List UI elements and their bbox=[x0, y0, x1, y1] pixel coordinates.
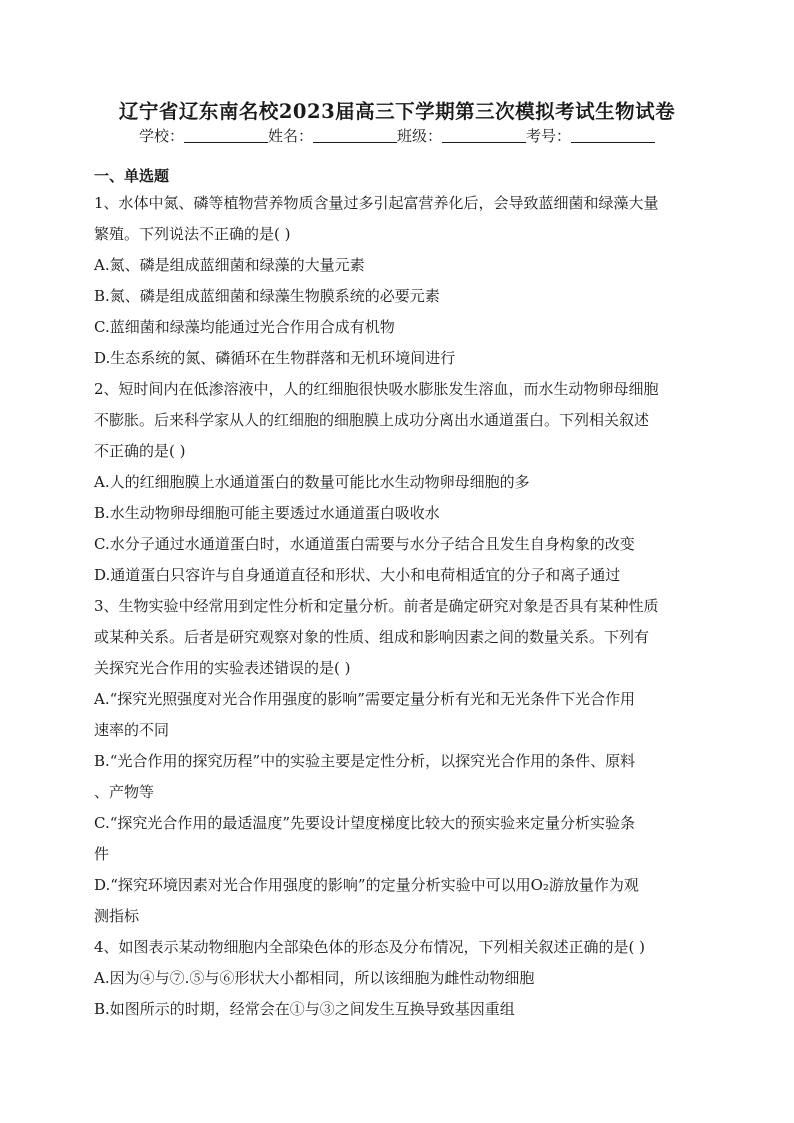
answer-option-line: D.生态系统的氮、磷循环在生物群落和无机环境间进行 bbox=[94, 349, 456, 367]
question-4 bbox=[94, 932, 702, 1025]
answer-option-line: C.“探究光合作用的最适温度”先要设计望度梯度比较大的预实验来定量分析实验条 bbox=[94, 814, 636, 832]
name-blank[interactable] bbox=[313, 128, 397, 143]
question-list bbox=[94, 188, 702, 1025]
answer-option[interactable] bbox=[94, 870, 702, 932]
exam-no-blank[interactable] bbox=[571, 128, 655, 143]
section-heading: 一、单选题 bbox=[94, 167, 170, 185]
answer-option[interactable] bbox=[94, 467, 702, 498]
school-blank[interactable] bbox=[184, 128, 268, 143]
answer-option[interactable] bbox=[94, 281, 702, 312]
answer-option-line: 、产物等 bbox=[94, 783, 155, 801]
answer-option[interactable] bbox=[94, 498, 702, 529]
question-3 bbox=[94, 591, 702, 932]
answer-option-line: A.“探究光照强度对光合作用强度的影响”需要定量分析有光和无光条件下光合作用 bbox=[94, 690, 635, 708]
answer-option[interactable] bbox=[94, 963, 702, 994]
answer-option[interactable] bbox=[94, 560, 702, 591]
question-stem-line: 4、如图表示某动物细胞内全部染色体的形态及分布情况，下列相关叙述正确的是( ) bbox=[94, 938, 646, 956]
question-stem-line: 不膨胀。后来科学家从人的红细胞的细胞膜上成功分离出水通道蛋白。下列相关叙述 bbox=[94, 411, 650, 429]
exam-no-label: 考号： bbox=[526, 127, 572, 145]
answer-option-line: D.“探究环境因素对光合作用强度的影响”的定量分析实验中可以用O₂游放量作为观 bbox=[94, 876, 639, 894]
name-label: 姓名： bbox=[267, 127, 313, 145]
question-2 bbox=[94, 374, 702, 591]
answer-option[interactable] bbox=[94, 684, 702, 746]
question-1 bbox=[94, 188, 702, 374]
question-stem-line: 关探究光合作用的实验表述错误的是( ) bbox=[94, 659, 351, 677]
answer-option[interactable] bbox=[94, 994, 702, 1025]
answer-option-line: B.水生动物卵母细胞可能主要透过水通道蛋白吸收水 bbox=[94, 504, 440, 522]
student-info-row bbox=[0, 125, 794, 146]
question-stem-line: 2、短时间内在低渗溶液中，人的红细胞很快吸水膨胀发生溶血，而水生动物卵母细胞 bbox=[94, 380, 659, 398]
answer-option[interactable] bbox=[94, 746, 702, 808]
answer-option-line: C.水分子通过水通道蛋白时，水通道蛋白需要与水分子结合且发生自身构象的改变 bbox=[94, 535, 635, 553]
class-blank[interactable] bbox=[442, 128, 526, 143]
question-stem-line: 1、水体中氮、磷等植物营养物质含量过多引起富营养化后，会导致蓝细菌和绿藻大量 bbox=[94, 194, 659, 212]
answer-option-line: B.如图所示的时期，经常会在①与③之间发生互换导致基因重组 bbox=[94, 1000, 515, 1018]
answer-option[interactable] bbox=[94, 808, 702, 870]
school-label: 学校： bbox=[138, 127, 184, 145]
answer-option-line: A.氮、磷是组成蓝细菌和绿藻的大量元素 bbox=[94, 256, 365, 274]
question-stem-line: 或某种关系。后者是研究观察对象的性质、组成和影响因素之间的数量关系。下列有 bbox=[94, 628, 650, 646]
school-field[interactable] bbox=[139, 125, 268, 146]
answer-option-line: 测指标 bbox=[94, 907, 140, 925]
answer-option-line: 件 bbox=[94, 845, 110, 863]
class-field[interactable] bbox=[397, 125, 526, 146]
question-stem-line: 不正确的是( ) bbox=[94, 442, 186, 460]
answer-option[interactable] bbox=[94, 250, 702, 281]
answer-option-line: B.“光合作用的探究历程”中的实验主要是定性分析，以探究光合作用的条件、原料 bbox=[94, 752, 636, 770]
name-field[interactable] bbox=[268, 125, 397, 146]
answer-option[interactable] bbox=[94, 343, 702, 374]
answer-option[interactable] bbox=[94, 312, 702, 343]
exam-no-field[interactable] bbox=[526, 125, 655, 146]
answer-option-line: B.氮、磷是组成蓝细菌和绿藻生物膜系统的必要元素 bbox=[94, 287, 440, 305]
answer-option[interactable] bbox=[94, 529, 702, 560]
answer-option-line: C.蓝细菌和绿藻均能通过光合作用合成有机物 bbox=[94, 318, 395, 336]
answer-option-line: 速率的不同 bbox=[94, 721, 170, 739]
answer-option-line: A.人的红细胞膜上水通道蛋白的数量可能比水生动物卵母细胞的多 bbox=[94, 473, 530, 491]
page-title: 辽宁省辽东南名校2023届高三下学期第三次模拟考试生物试卷 bbox=[118, 100, 676, 123]
answer-option-line: D.通道蛋白只容许与自身通道直径和形状、大小和电荷相适宜的分子和离子通过 bbox=[94, 566, 621, 584]
question-stem-line: 3、生物实验中经常用到定性分析和定量分析。前者是确定研究对象是否具有某种性质 bbox=[94, 597, 659, 615]
answer-option-line: A.因为④与⑦.⑤与⑥形状大小都相同，所以该细胞为雌性动物细胞 bbox=[94, 969, 535, 987]
question-stem-line: 繁殖。下列说法不正确的是( ) bbox=[94, 225, 291, 243]
class-label: 班级： bbox=[397, 127, 443, 145]
question-content bbox=[94, 164, 702, 1025]
